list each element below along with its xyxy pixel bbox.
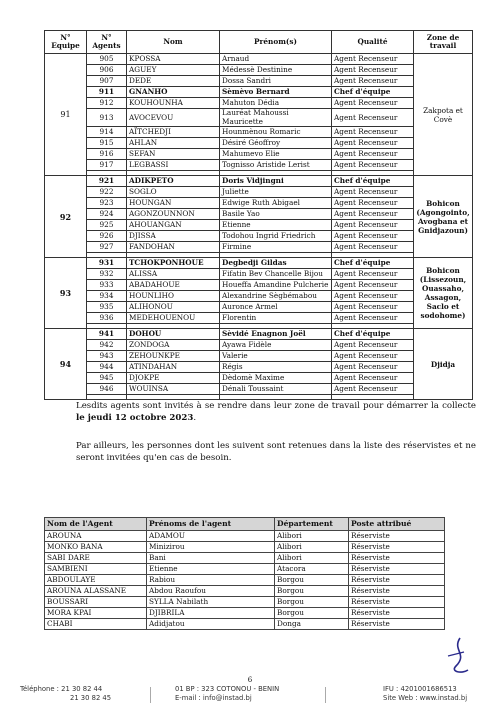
agent-role: Agent Recenseur (332, 209, 414, 220)
agent-role: Agent Recenseur (332, 149, 414, 160)
reservist-department: Borgou (275, 586, 349, 597)
header-department: Département (275, 518, 349, 531)
reservist-position: Réserviste (349, 564, 445, 575)
agent-firstnames: Florentin (220, 313, 332, 324)
agent-row (45, 138, 473, 149)
agent-row (45, 362, 473, 373)
agent-role: Agent Recenseur (332, 231, 414, 242)
agent-row (45, 340, 473, 351)
agent-row (45, 187, 473, 198)
reservist-position: Réserviste (349, 619, 445, 630)
footer-website-line: Site Web : www.instad.bj (383, 694, 468, 702)
agent-surname: AGONZOUNNON (127, 209, 220, 220)
agent-number: 943 (87, 351, 127, 362)
agent-number: 945 (87, 373, 127, 384)
agent-number: 925 (87, 220, 127, 231)
work-zone: Bohicon (Agongointo, Avogbana et Gnidjazoun) (414, 176, 473, 258)
agent-role: Agent Recenseur (332, 187, 414, 198)
agent-number: 933 (87, 280, 127, 291)
footer-address (175, 685, 279, 703)
reservist-firstnames: Adidjatou (147, 619, 275, 630)
agent-surname: GNANHO (127, 87, 220, 98)
agent-role: Agent Recenseur (332, 340, 414, 351)
agent-number: 924 (87, 209, 127, 220)
agent-surname: AÏTCHEDJI (127, 127, 220, 138)
collection-start-paragraph (76, 401, 476, 424)
signature-mark (438, 636, 474, 678)
agent-firstnames: Todohou Ingrid Friedrich (220, 231, 332, 242)
agent-surname: AVOCEVOU (127, 109, 220, 127)
agent-number: 913 (87, 109, 127, 127)
team-number: 94 (45, 329, 87, 400)
agent-surname: SOGLO (127, 187, 220, 198)
reservist-firstnames: Abdou Raoufou (147, 586, 275, 597)
agent-row (45, 149, 473, 160)
agent-row (45, 231, 473, 242)
agent-firstnames: Lauréat Mahoussi Mauricette (220, 109, 332, 127)
reservist-position: Réserviste (349, 575, 445, 586)
agent-row (45, 160, 473, 171)
agent-surname: SEFAN (127, 149, 220, 160)
agent-firstnames: Tognisso Aristide Lerist (220, 160, 332, 171)
agent-row (45, 220, 473, 231)
header-zone: Zone de travail (414, 31, 473, 54)
agent-surname: DOHOU (127, 329, 220, 340)
agent-role: Chef d'équipe (332, 329, 414, 340)
agent-row (45, 54, 473, 65)
agent-firstnames: Arnaud (220, 54, 332, 65)
footer-phone (20, 685, 111, 703)
agent-row (45, 127, 473, 138)
reservist-row (45, 564, 445, 575)
agent-firstnames: Mahumevo Elie (220, 149, 332, 160)
agent-surname: ADIKPETO (127, 176, 220, 187)
agent-row (45, 373, 473, 384)
reservist-row (45, 542, 445, 553)
reservist-department: Borgou (275, 575, 349, 586)
header-agents: N° Agents (87, 31, 127, 54)
agent-firstnames: Désiré Géoffroy (220, 138, 332, 149)
agent-number: 946 (87, 384, 127, 395)
agent-row (45, 98, 473, 109)
agent-role: Agent Recenseur (332, 269, 414, 280)
agent-role: Agent Recenseur (332, 384, 414, 395)
agent-role: Agent Recenseur (332, 127, 414, 138)
agent-surname: ZEHOUNKPE (127, 351, 220, 362)
footer-phone-line1: Téléphone : 21 30 82 44 (20, 685, 103, 693)
agent-number: 912 (87, 98, 127, 109)
agent-role: Agent Recenseur (332, 313, 414, 324)
agent-row (45, 280, 473, 291)
reservists-table-header (45, 518, 445, 531)
team-number: 92 (45, 176, 87, 258)
agent-role: Agent Recenseur (332, 291, 414, 302)
footer-email-line: E-mail : info@instad.bj (175, 694, 252, 702)
agent-role: Agent Recenseur (332, 76, 414, 87)
agent-surname: DJOKPE (127, 373, 220, 384)
agent-role: Agent Recenseur (332, 65, 414, 76)
reservist-row (45, 575, 445, 586)
reservist-firstnames: Etienne (147, 564, 275, 575)
agent-number: 942 (87, 340, 127, 351)
reservist-department: Alibori (275, 542, 349, 553)
team-number: 91 (45, 54, 87, 176)
reservist-department: Borgou (275, 597, 349, 608)
reservist-name: SAMBIENI (45, 564, 147, 575)
agent-surname: DEDE (127, 76, 220, 87)
agent-row (45, 209, 473, 220)
group-separator-row (45, 395, 473, 400)
reservists-table (44, 517, 445, 630)
reservist-firstnames: Rabiou (147, 575, 275, 586)
reservist-row (45, 608, 445, 619)
agent-role: Agent Recenseur (332, 373, 414, 384)
agent-row (45, 198, 473, 209)
agent-firstnames: Degbedji Gildas (220, 258, 332, 269)
reservist-department: Donga (275, 619, 349, 630)
agent-surname: AHOUANGAN (127, 220, 220, 231)
paragraph1-text: Lesdits agents sont invités à se rendre dans leur zone de travail pour démarrer la collecte (76, 401, 476, 411)
agent-role: Agent Recenseur (332, 302, 414, 313)
reservist-name: CHABI (45, 619, 147, 630)
separator-cell (332, 395, 414, 400)
agent-role: Agent Recenseur (332, 351, 414, 362)
reservist-name: AROUNA (45, 531, 147, 542)
agent-row (45, 313, 473, 324)
agent-role: Agent Recenseur (332, 280, 414, 291)
agent-row (45, 76, 473, 87)
agent-surname: HOUNGAN (127, 198, 220, 209)
header-agent-name: Nom de l'Agent (45, 518, 147, 531)
reservists-paragraph: Par ailleurs, les personnes dont les suivent sont retenues dans la liste des réservistes et ne seront invitées qu'en cas de besoin. (76, 441, 476, 463)
header-position: Poste attribué (349, 518, 445, 531)
agent-firstnames: Régis (220, 362, 332, 373)
agent-surname: HOUNLIHO (127, 291, 220, 302)
agent-firstnames: Juliette (220, 187, 332, 198)
agent-role: Agent Recenseur (332, 198, 414, 209)
agent-row (45, 87, 473, 98)
reservist-firstnames: ADAMOU (147, 531, 275, 542)
agent-row (45, 65, 473, 76)
agent-firstnames: Hounmènou Romaric (220, 127, 332, 138)
reservist-department: Borgou (275, 608, 349, 619)
agent-row (45, 258, 473, 269)
agent-firstnames: Sèmèvo Bernard (220, 87, 332, 98)
agent-firstnames: Médessè Destinine (220, 65, 332, 76)
agent-number: 941 (87, 329, 127, 340)
agent-number: 911 (87, 87, 127, 98)
agent-number: 916 (87, 149, 127, 160)
reservist-name: AROUNA ALASSANE (45, 586, 147, 597)
agent-surname: KOUHOUNHA (127, 98, 220, 109)
reservist-name: MONKO BANA (45, 542, 147, 553)
agent-role: Chef d'équipe (332, 258, 414, 269)
agent-row (45, 329, 473, 340)
agent-surname: MEDEHOUENOU (127, 313, 220, 324)
agent-role: Agent Recenseur (332, 138, 414, 149)
agent-role: Chef d'équipe (332, 87, 414, 98)
agent-firstnames: Auronce Armel (220, 302, 332, 313)
agent-row (45, 291, 473, 302)
agent-surname: TCHOKPONHOUE (127, 258, 220, 269)
reservist-department: Atacora (275, 564, 349, 575)
reservist-row (45, 586, 445, 597)
reservist-name: ABDOULAYE (45, 575, 147, 586)
collection-date: le jeudi 12 octobre 2023 (76, 412, 194, 423)
agent-surname: ZONDOGA (127, 340, 220, 351)
agent-number: 914 (87, 127, 127, 138)
agent-number: 927 (87, 242, 127, 253)
footer-separator (150, 687, 151, 703)
reservist-position: Réserviste (349, 531, 445, 542)
reservist-position: Réserviste (349, 597, 445, 608)
header-qualite: Qualité (332, 31, 414, 54)
header-equipe: N° Equipe (45, 31, 87, 54)
agent-number: 906 (87, 65, 127, 76)
header-prenoms: Prénom(s) (220, 31, 332, 54)
reservist-position: Réserviste (349, 553, 445, 564)
agent-surname: LEGBASSI (127, 160, 220, 171)
agent-surname: ALIHONOU (127, 302, 220, 313)
agent-row (45, 269, 473, 280)
reservist-name: MORA KPAI (45, 608, 147, 619)
work-zone: Bohicon (Lissezoun, Ouassaho, Assagon, Saclo et sodohome) (414, 258, 473, 329)
footer-address-line: 01 BP : 323 COTONOU - BENIN (175, 685, 280, 693)
separator-cell (87, 395, 127, 400)
agent-number: 931 (87, 258, 127, 269)
agent-role: Chef d'équipe (332, 176, 414, 187)
reservist-row (45, 619, 445, 630)
agent-row (45, 109, 473, 127)
team-number: 93 (45, 258, 87, 329)
agent-firstnames: Dèdomè Maxime (220, 373, 332, 384)
header-agent-firstnames: Prénoms de l'agent (147, 518, 275, 531)
separator-cell (127, 395, 220, 400)
agent-firstnames: Firmine (220, 242, 332, 253)
agent-surname: AHLAN (127, 138, 220, 149)
agent-role: Agent Recenseur (332, 109, 414, 127)
agent-row (45, 351, 473, 362)
reservist-position: Réserviste (349, 542, 445, 553)
agent-number: 936 (87, 313, 127, 324)
agent-number: 907 (87, 76, 127, 87)
agent-role: Agent Recenseur (332, 54, 414, 65)
agent-number: 921 (87, 176, 127, 187)
agent-number: 934 (87, 291, 127, 302)
agent-firstnames: Basile Yao (220, 209, 332, 220)
reservist-position: Réserviste (349, 586, 445, 597)
agent-role: Agent Recenseur (332, 220, 414, 231)
agent-number: 935 (87, 302, 127, 313)
reservists-table-body (45, 531, 445, 630)
footer-ifu-line: IFU : 4201001686513 (383, 685, 457, 693)
reservist-name: BOUSSARI (45, 597, 147, 608)
agent-firstnames: Fifatin Bev Chancelle Bijou (220, 269, 332, 280)
agent-number: 922 (87, 187, 127, 198)
agent-number: 917 (87, 160, 127, 171)
reservist-position: Réserviste (349, 608, 445, 619)
agent-row (45, 302, 473, 313)
header-nom: Nom (127, 31, 220, 54)
reservist-firstnames: DJIBRILA (147, 608, 275, 619)
agent-number: 926 (87, 231, 127, 242)
reservist-row (45, 597, 445, 608)
separator-cell (220, 395, 332, 400)
agent-surname: WOUINSA (127, 384, 220, 395)
agent-firstnames: Doris Vidjingni (220, 176, 332, 187)
agent-number: 932 (87, 269, 127, 280)
agent-role: Agent Recenseur (332, 98, 414, 109)
agent-number: 905 (87, 54, 127, 65)
agent-number: 923 (87, 198, 127, 209)
agent-row (45, 176, 473, 187)
agent-number: 944 (87, 362, 127, 373)
footer-registry (383, 685, 467, 703)
agent-role: Agent Recenseur (332, 242, 414, 253)
agent-firstnames: Houeffa Amandine Pulcherie (220, 280, 332, 291)
agent-number: 915 (87, 138, 127, 149)
agents-table (44, 30, 473, 400)
agent-row (45, 242, 473, 253)
agent-firstnames: Ayawa Fidèle (220, 340, 332, 351)
reservist-firstnames: Minizirou (147, 542, 275, 553)
agent-role: Agent Recenseur (332, 362, 414, 373)
paragraph1-end: . (193, 412, 197, 423)
reservist-row (45, 531, 445, 542)
agent-firstnames: Edwige Ruth Abigael (220, 198, 332, 209)
page-number: 6 (247, 676, 253, 684)
agent-surname: DJISSA (127, 231, 220, 242)
agent-firstnames: Dénali Toussaint (220, 384, 332, 395)
footer-phone-line2: 21 30 82 45 (70, 694, 112, 702)
agent-surname: ABADAHOUE (127, 280, 220, 291)
reservist-row (45, 553, 445, 564)
agent-role: Agent Recenseur (332, 160, 414, 171)
agent-firstnames: Sèvidé Enagnon Joël (220, 329, 332, 340)
agent-firstnames: Dossa Sandri (220, 76, 332, 87)
agent-surname: ATINDAHAN (127, 362, 220, 373)
agent-surname: KPOSSA (127, 54, 220, 65)
reservist-firstnames: SYLLA Nabilath (147, 597, 275, 608)
agent-surname: ALISSA (127, 269, 220, 280)
agent-firstnames: Valerie (220, 351, 332, 362)
agents-table-body (45, 54, 473, 400)
footer-separator (325, 687, 326, 703)
agent-firstnames: Mahuton Dédia (220, 98, 332, 109)
reservist-department: Alibori (275, 553, 349, 564)
agent-surname: AGUEY (127, 65, 220, 76)
reservist-department: Alibori (275, 531, 349, 542)
agent-row (45, 384, 473, 395)
agents-table-header (45, 31, 473, 54)
agent-firstnames: Etienne (220, 220, 332, 231)
work-zone: Zakpota et Covè (414, 54, 473, 176)
agent-surname: FANDOHAN (127, 242, 220, 253)
agent-firstnames: Alexandrine Sègbémabou (220, 291, 332, 302)
reservist-firstnames: Bani (147, 553, 275, 564)
reservist-name: SABI DARE (45, 553, 147, 564)
work-zone: Djidja (414, 329, 473, 400)
